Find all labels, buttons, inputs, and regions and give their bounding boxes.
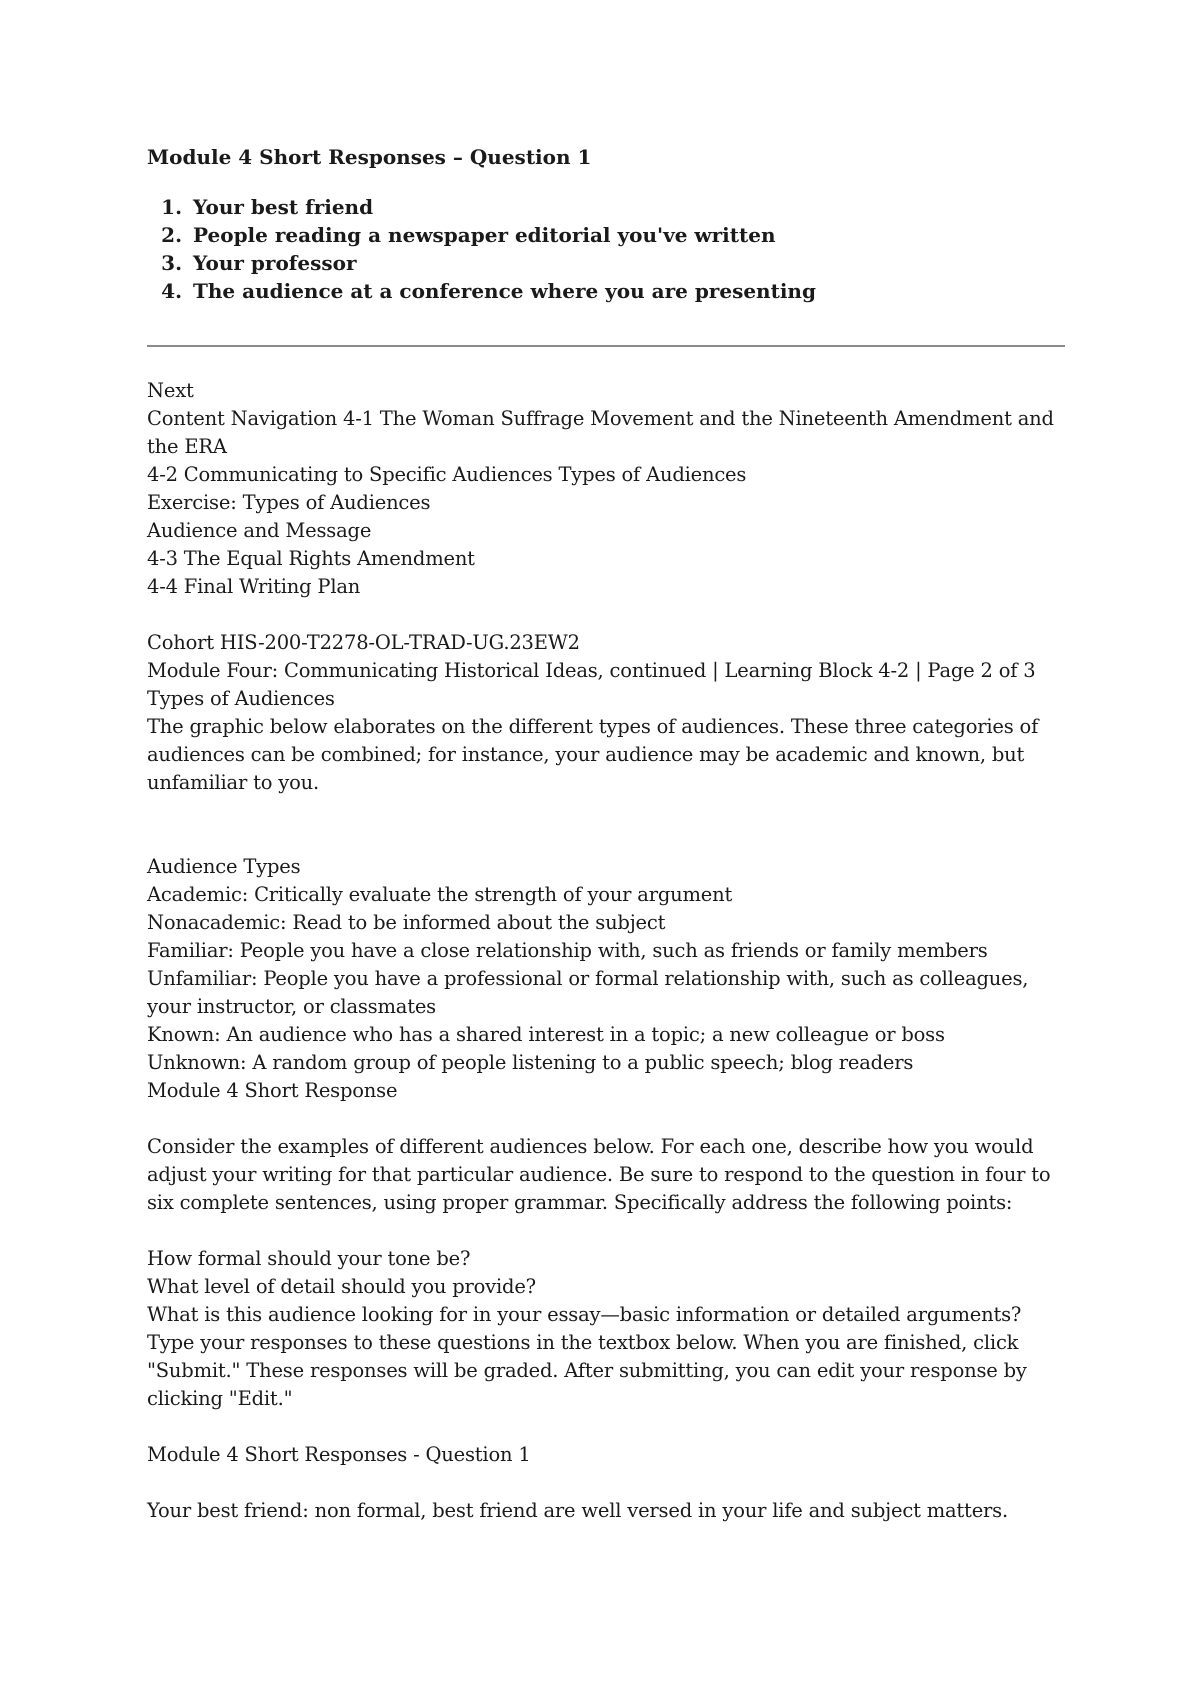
nav-item-4-4[interactable]: 4-4 Final Writing Plan bbox=[147, 575, 361, 598]
audience-type-item: Familiar: People you have a close relationship with, such as friends or family members bbox=[147, 939, 988, 962]
audience-type-item: Unfamiliar: People you have a professional or formal relationship with, such as colleagues, your instructor, or classmates bbox=[147, 967, 1029, 1018]
instructions-paragraph: Consider the examples of different audiences below. For each one, describe how you would adjust your writing for that particular audience. Be sure to respond to the question in four to six complete sentences, using proper grammar. Specifically address the following points: bbox=[147, 1135, 1051, 1214]
question-label: Module 4 Short Responses - Question 1 bbox=[147, 1443, 531, 1466]
cohort-label: Cohort HIS-200-T2278-OL-TRAD-UG.23EW2 bbox=[147, 631, 580, 654]
next-link[interactable]: Next bbox=[147, 379, 194, 402]
document-title: Module 4 Short Responses – Question 1 bbox=[147, 145, 592, 169]
question-item: What is this audience looking for in your essay—basic information or detailed arguments? bbox=[147, 1303, 1022, 1326]
short-response-heading: Module 4 Short Response bbox=[147, 1079, 398, 1102]
audience-type-item: Known: An audience who has a shared interest in a topic; a new colleague or boss bbox=[147, 1023, 945, 1046]
answer-text: Your best friend: non formal, best friend are well versed in your life and subject matters. bbox=[147, 1499, 1008, 1522]
question-item: How formal should your tone be? bbox=[147, 1247, 471, 1270]
list-item: 3. Your professor bbox=[189, 249, 1067, 277]
list-item: 2. People reading a newspaper editorial you've written bbox=[189, 221, 1067, 249]
list-item: 1. Your best friend bbox=[189, 193, 1067, 221]
audience-type-item: Academic: Critically evaluate the strength of your argument bbox=[147, 883, 733, 906]
horizontal-divider bbox=[147, 345, 1065, 347]
nav-item-4-2[interactable]: 4-2 Communicating to Specific Audiences Types of Audiences bbox=[147, 463, 747, 486]
submit-note: Type your responses to these questions in the textbox below. When you are finished, click "Submit." These responses will be graded. After submitting, you can edit your response by clicking "Edit." bbox=[147, 1331, 1027, 1410]
audience-types-heading: Audience Types bbox=[147, 855, 301, 878]
section-title: Types of Audiences bbox=[147, 687, 335, 710]
nav-item-exercise[interactable]: Exercise: Types of Audiences bbox=[147, 491, 431, 514]
nav-item-4-3[interactable]: 4-3 The Equal Rights Amendment bbox=[147, 547, 475, 570]
intro-paragraph: The graphic below elaborates on the different types of audiences. These three categories of audiences can be combined; for instance, your audience may be academic and known, but unfamiliar to you. bbox=[147, 715, 1039, 794]
question-item: What level of detail should you provide? bbox=[147, 1275, 536, 1298]
list-item: 4. The audience at a conference where you are presenting bbox=[189, 277, 1067, 305]
audience-list bbox=[147, 193, 1067, 305]
audience-type-item: Unknown: A random group of people listening to a public speech; blog readers bbox=[147, 1051, 914, 1074]
module-header: Module Four: Communicating Historical Ideas, continued | Learning Block 4-2 | Page 2 of 3 bbox=[147, 659, 1036, 682]
nav-item-audience-message[interactable]: Audience and Message bbox=[147, 519, 372, 542]
audience-type-item: Nonacademic: Read to be informed about the subject bbox=[147, 911, 666, 934]
nav-item-4-1[interactable]: Content Navigation 4-1 The Woman Suffrage Movement and the Nineteenth Amendment and the ERA bbox=[147, 407, 1054, 458]
document-body bbox=[147, 377, 1067, 1525]
document-page bbox=[147, 143, 1067, 1525]
